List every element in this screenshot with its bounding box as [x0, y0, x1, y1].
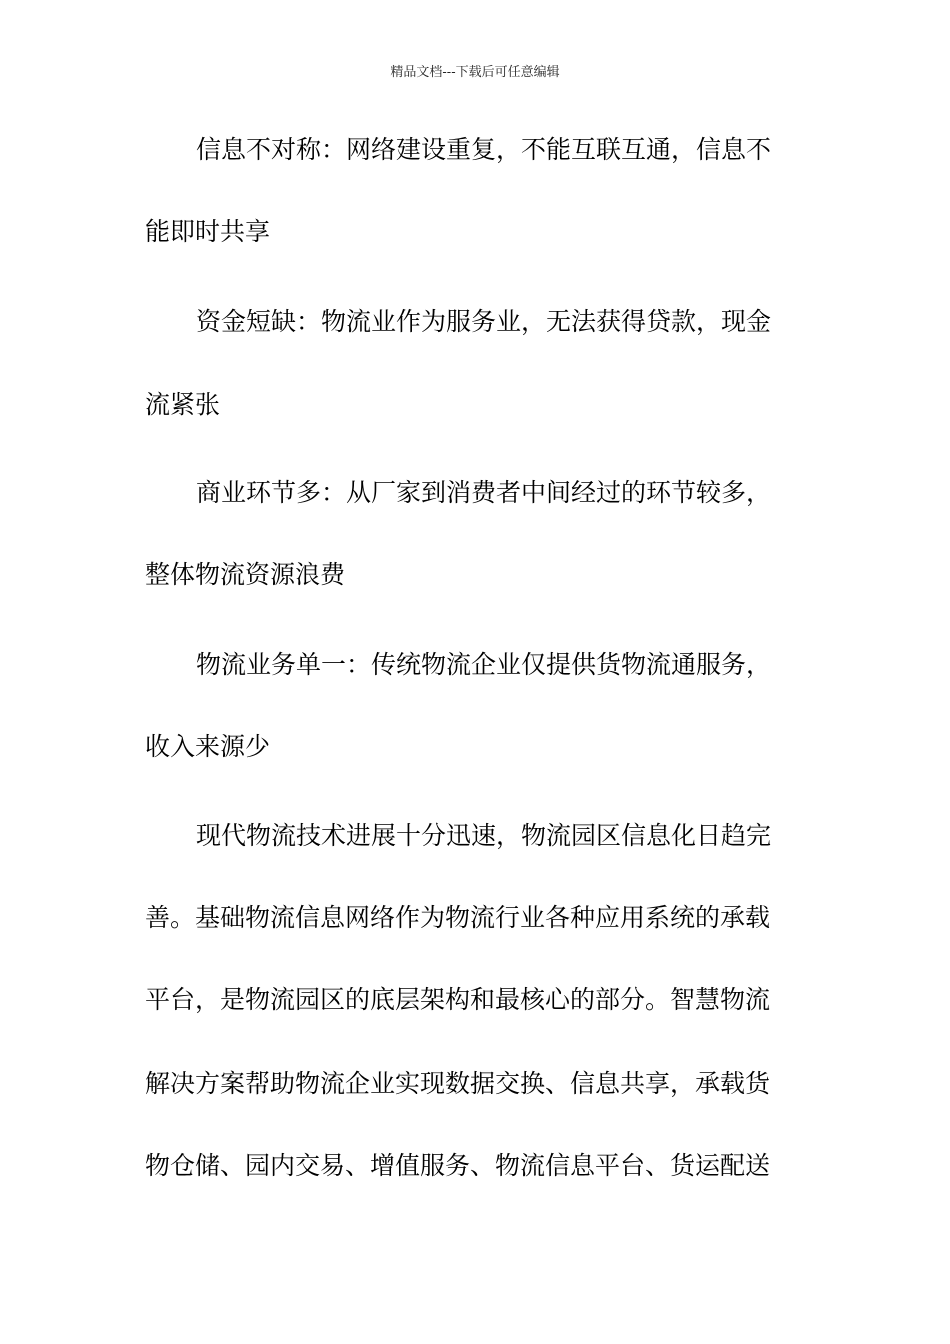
paragraph-line: 能即时共享 — [145, 217, 271, 246]
paragraph-line: 解决方案帮助物流企业实现数据交换、信息共享，承载货 — [145, 1069, 771, 1098]
paragraph-line: 平台，是物流园区的底层架构和最核心的部分。智慧物流 — [145, 985, 771, 1014]
paragraph-line: 流紧张 — [145, 390, 221, 419]
page-header: 精品文档---下载后可任意编辑 — [390, 65, 560, 80]
paragraph-line: 信息不对称：网络建设重复，不能互联互通，信息不 — [196, 135, 772, 164]
paragraph-line: 善。基础物流信息网络作为物流行业各种应用系统的承载 — [145, 903, 771, 932]
paragraph-line: 商业环节多：从厂家到消费者中间经过的环节较多， — [196, 478, 772, 507]
paragraph-line: 整体物流资源浪费 — [145, 560, 346, 589]
paragraph-line: 收入来源少 — [145, 732, 271, 761]
paragraph-line: 物仓储、园内交易、增值服务、物流信息平台、货运配送 — [145, 1151, 771, 1180]
paragraph-line: 现代物流技术进展十分迅速，物流园区信息化日趋完 — [196, 821, 772, 850]
paragraph-line: 资金短缺：物流业作为服务业，无法获得贷款，现金 — [196, 307, 772, 336]
paragraph-line: 物流业务单一：传统物流企业仅提供货物流通服务， — [196, 650, 772, 679]
